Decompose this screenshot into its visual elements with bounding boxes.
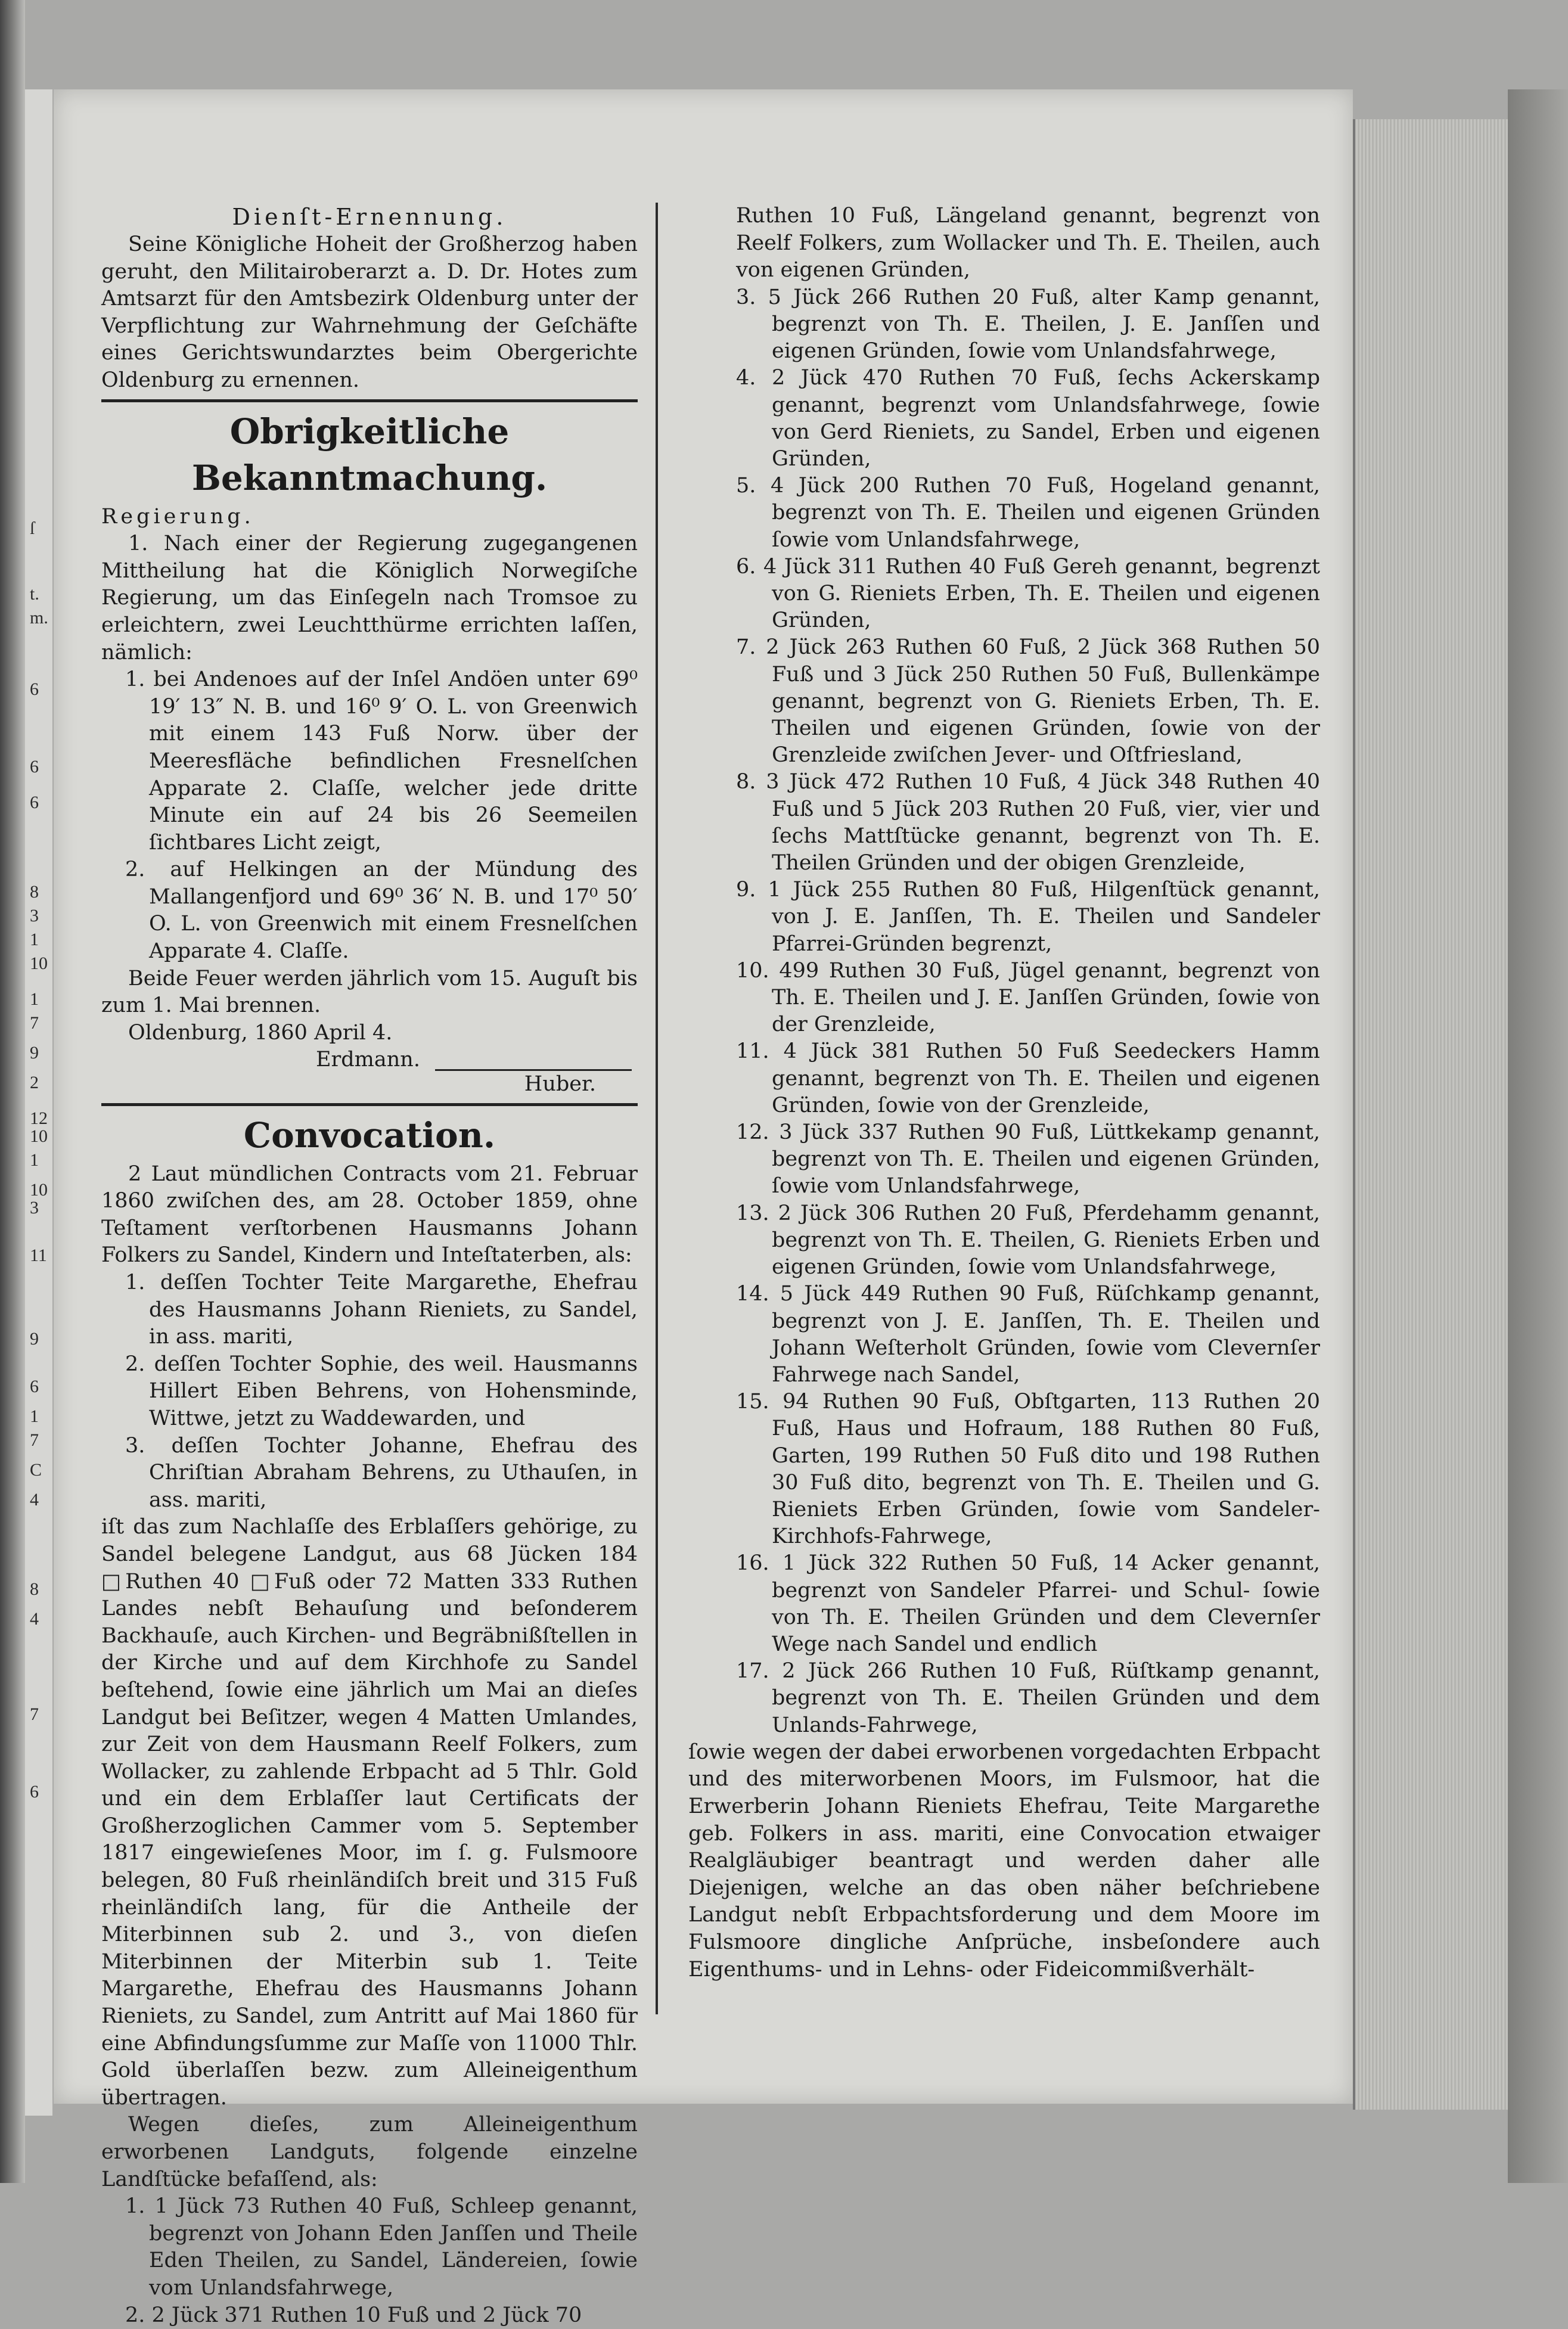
heir-item-3: 3. deſſen Tochter Johanne, Ehefrau des Chriſtian Abraham Behrens, zu Uthauſen, in ass. mariti, xyxy=(125,1433,638,1512)
margin-number: 4 xyxy=(30,1609,39,1629)
margin-number: 10 xyxy=(30,1126,48,1146)
parcel-item: 12. 3 Jück 337 Ruthen 90 Fuß, Lüttkekamp genannt, begrenzt von Th. E. Theilen und eigenen Gründen, ſowie vom Unlandsfahrwege, xyxy=(736,1120,1320,1198)
heir-item-1: 1. deſſen Tochter Teite Margarethe, Ehefrau des Hausmanns Johann Rieniets, zu Sandel, in ass. mariti, xyxy=(125,1271,638,1349)
margin-number: 6 xyxy=(30,793,39,812)
regierung-label: Regierung. xyxy=(101,504,254,529)
parcel-list xyxy=(688,284,1320,1739)
margin-number: 6 xyxy=(30,1782,39,1802)
margin-number: 3 xyxy=(30,906,39,926)
parcel-item: 7. 2 Jück 263 Ruthen 60 Fuß, 2 Jück 368 Ruthen 50 Fuß und 3 Jück 250 Ruthen 50 Fuß, Bullenkämpe genannt, begrenzt von G. Rieniets Erben, Th. E. Theilen und eigenen Gründen, ſowie von der Grenzleide zwiſchen Jever- und Oſtfriesland, xyxy=(736,635,1320,768)
margin-number: 10 xyxy=(30,1180,48,1200)
dienst-heading: Dienſt-Ernennung. xyxy=(232,204,507,230)
margin-number: 6 xyxy=(30,1377,39,1396)
section-rule xyxy=(101,1103,638,1106)
parcel-item: 14. 5 Jück 449 Ruthen 90 Fuß, Rüſchkamp genannt, begrenzt von J. E. Janſſen, Th. E. Theilen und Johann Weſterholt Gründen, ſowie vom Clevernſer Fahrwege nach Sandel, xyxy=(736,1282,1320,1387)
parcel-item: 6. 4 Jück 311 Ruthen 40 Fuß Gereh genannt, begrenzt von G. Rieniets Erben, Th. E. Theilen und eigenen Gründen, xyxy=(736,554,1320,633)
lighthouse-item-1: 1. bei Andenoes auf der Inſel Andöen unter 69⁰ 19′ 13″ N. B. und 16⁰ 9′ O. L. von Greenwich mit einem 143 Fuß Norw. über der Meeresfläche befindlichen Fresnelſchen Apparate 2. Claſſe, welcher jede dritte Minute ein auf 24 bis 26 Seemeilen ſichtbares Licht zeigt, xyxy=(125,667,638,855)
margin-number: 7 xyxy=(30,1013,39,1033)
book-page-edges xyxy=(1353,119,1510,2110)
parcel-item-2: 2. 2 Jück 371 Ruthen 10 Fuß und 2 Jück 70 xyxy=(125,2303,582,2327)
margin-number: 12 xyxy=(30,1108,48,1128)
heir-item-2: 2. deſſen Tochter Sophie, des weil. Hausmanns Hillert Eiben Behrens, von Hohensminde, Wittwe, jetzt zu Waddewarden, und xyxy=(125,1352,638,1430)
margin-number: m. xyxy=(30,608,48,628)
margin-number: 6 xyxy=(30,757,39,777)
dienst-text: Seine Königliche Hoheit der Großherzog haben geruht, den Militairoberarzt a. D. Dr. Hotes zum Amtsarzt für den Amtsbezirk Oldenburg unter der Verpflichtung zur Wahrnehmung der Geſchäfte eines Gerichtswundarztes beim Obergerichte Oldenburg zu ernennen. xyxy=(101,232,638,392)
regierung-text: 1. Nach einer der Regierung zugegangenen Mittheilung hat die Königlich Norwegiſche Regierung, um das Einſegeln nach Tromsoe zu erleichtern, zwei Leuchtthürme errichten laſſen, nämlich: xyxy=(101,532,638,664)
convocation-parcels-intro: Wegen dieſes, zum Alleineigenthum erworbenen Landguts, folgende einzelne Landſtücke befaſſend, als: xyxy=(101,2113,638,2191)
scan-edge xyxy=(0,0,25,2183)
margin-number: 1 xyxy=(30,930,39,949)
margin-number: 8 xyxy=(30,1579,39,1599)
obrig-heading: Obrigkeitliche Bekanntmachung. xyxy=(191,411,548,498)
margin-number: 10 xyxy=(30,954,48,973)
margin-number: C xyxy=(30,1460,42,1480)
lighthouse-item-2: 2. auf Helkingen an der Mündung des Mallangenfjord und 69⁰ 36′ N. B. und 17⁰ 50′ O. L. von Greenwich mit einem Fresnelſchen Apparate 4. Claſſe. xyxy=(125,858,638,964)
margin-number: 9 xyxy=(30,1043,39,1063)
parcel-item: 17. 2 Jück 266 Ruthen 10 Fuß, Rüſtkamp genannt, begrenzt von Th. E. Theilen Gründen und dem Unlands-Fahrwege, xyxy=(736,1659,1320,1737)
column-divider xyxy=(656,203,658,2014)
margin-number: t. xyxy=(30,584,39,604)
previous-page-strip xyxy=(25,89,52,2116)
parcel-item: 9. 1 Jück 255 Ruthen 80 Fuß, Hilgenſtück genannt, von J. E. Janſſen, Th. E. Theilen und Sandeler Pfarrei-Gründen begrenzt, xyxy=(736,878,1320,956)
parcel-item: 13. 2 Jück 306 Ruthen 20 Fuß, Pferdehamm genannt, begrenzt von Th. E. Theilen, G. Rieniets Erben und eigenen Gründen, ſowie vom Unlandsfahrwege, xyxy=(736,1201,1320,1280)
convocation-body: iſt das zum Nachlaſſe des Erblaſſers gehörige, zu Sandel belegene Landgut, aus 68 Jücken 184 □Ruthen 40 □Fuß oder 72 Matten 333 Ruthen Landes nebſt Behauſung und beſonderem Backhauſe, auch Kirchen- und Begräbnißſtellen in der Kirche und auf dem Kirchhofe zu Sandel beſtehend, ſowie eine jährlich um Mai an dieſes Landgut bei Beſitzer, wegen 4 Matten Umlandes, zur Zeit von dem Hausmann Reelf Folkers, zum Wollacker, zu zahlende Erbpacht ad 5 Thlr. Gold und ein dem Erblaſſer laut Certificats der Großherzoglichen Cammer vom 5. September 1817 eingewieſenes Moor, im ſ. g. Fulsmoore belegen, 80 Fuß rheinländiſch breit und 315 Fuß rheinländiſch lang, für die Antheile der Miterbinnen sub 2. und 3., von dieſen Miterbinnen der Miterbin sub 1. Teite Margarethe, Ehefrau des Hausmanns Johann Rieniets, zu Sandel, zum Antritt auf Mai 1860 für eine Abfindungsſumme zur Maſſe von 11000 Thlr. Gold überlaſſen bezw. zum Alleineigenthum übertragen. xyxy=(101,1515,638,2110)
convocation-heading: Convocation. xyxy=(243,1114,496,1156)
parcel-item: 8. 3 Jück 472 Ruthen 10 Fuß, 4 Jück 348 Ruthen 40 Fuß und 5 Jück 203 Ruthen 20 Fuß, vier, vier und ſechs Mattſtücke genannt, begrenzt von Th. E. Theilen Gründen und der obigen Grenzleide, xyxy=(736,770,1320,875)
parcel-item: 5. 4 Jück 200 Ruthen 70 Fuß, Hogeland genannt, begrenzt von Th. E. Theilen und eigenen Gründen ſowie vom Unlandsfahrwege, xyxy=(736,474,1320,552)
margin-number: 7 xyxy=(30,1704,39,1724)
margin-number: 7 xyxy=(30,1430,39,1450)
margin-number: 9 xyxy=(30,1329,39,1349)
margin-number: 1 xyxy=(30,1150,39,1170)
convocation-closing: ſowie wegen der dabei erworbenen vorgedachten Erbpacht und des miterworbenen Moors, im Fulsmoor, hat die Erwerberin Johann Rieniets Ehefrau, Teite Margarethe geb. Folkers in ass. mariti, eine Convocation etwaiger Realgläubiger beantragt und werden daher alle Diejenigen, welche an das oben näher beſchriebene Landgut nebſt Erbpachtsforderung und dem Moore im Fulsmoore dingliche Anſprüche, insbeſondere auch Eigenthums- und in Lehns- oder Fideicommißverhält- xyxy=(688,1740,1320,1982)
margin-number: 1 xyxy=(30,1406,39,1426)
margin-number: ſ xyxy=(30,518,35,538)
document-page xyxy=(54,89,1353,2327)
left-column xyxy=(101,203,638,2329)
parcel-item: 10. 499 Ruthen 30 Fuß, Jügel genannt, begrenzt von Th. E. Theilen und J. E. Janſſen Gründen, ſowie von der Grenzleide, xyxy=(736,958,1320,1037)
parcel-item: 16. 1 Jück 322 Ruthen 50 Fuß, 14 Acker genannt, begrenzt von Sandeler Pfarrei- und Schul- ſowie von Th. E. Theilen Gründen und dem Clevernſer Wege nach Sandel und endlich xyxy=(736,1551,1320,1656)
place-date: Oldenburg, 1860 April 4. xyxy=(128,1020,393,1045)
section-rule xyxy=(101,399,638,402)
parcel-item: 3. 5 Jück 266 Ruthen 20 Fuß, alter Kamp genannt, begrenzt von Th. E. Theilen, J. E. Janſſen und eigenen Gründen, ſowie vom Unlandsfahrwege, xyxy=(736,285,1320,364)
margin-number: 4 xyxy=(30,1490,39,1510)
margin-number: 2 xyxy=(30,1073,39,1092)
signature-erdmann: Erdmann. xyxy=(316,1048,420,1072)
convocation-intro: 2 Laut mündlichen Contracts vom 21. Februar 1860 zwiſchen des, am 28. October 1859, ohne Teſtament verſtorbenen Hausmanns Johann Folkers zu Sandel, Kindern und Inteſtaterben, als: xyxy=(101,1162,638,1268)
parcel-item: 11. 4 Jück 381 Ruthen 50 Fuß Seedeckers Hamm genannt, begrenzt von Th. E. Theilen und eigenen Gründen, ſowie von der Grenzleide, xyxy=(736,1039,1320,1117)
margin-number: 1 xyxy=(30,989,39,1009)
parcel-item: 4. 2 Jück 470 Ruthen 70 Fuß, ſechs Ackerskamp genannt, begrenzt vom Unlandsfahrwege, ſowie von Gerd Rieniets, zu Sandel, Erben und eigenen Gründen, xyxy=(736,366,1320,471)
margin-number: 11 xyxy=(30,1246,47,1265)
parcel-item: 15. 94 Ruthen 90 Fuß, Obſtgarten, 113 Ruthen 20 Fuß, Haus und Hofraum, 188 Ruthen 80 Fuß, Garten, 199 Ruthen 50 Fuß dito und 198 Ruthen 30 Fuß dito, begrenzt von Th. E. Theilen und G. Rieniets Erben Gründen, ſowie vom Sandeler-Kirchhofs-Fahrwege, xyxy=(736,1390,1320,1549)
book-edge-shadow xyxy=(1508,89,1568,2183)
signature-huber: Huber. xyxy=(524,1072,596,1097)
margin-number: 6 xyxy=(30,679,39,699)
right-column xyxy=(688,203,1320,1983)
margin-number: 3 xyxy=(30,1198,39,1218)
margin-number: 8 xyxy=(30,882,39,902)
parcel-continuation: Ruthen 10 Fuß, Längeland genannt, begrenzt von Reelf Folkers, zum Wollacker und Th. E. Theilen, auch von eigenen Gründen, xyxy=(736,204,1320,282)
regierung-closing: Beide Feuer werden jährlich vom 15. Auguſt bis zum 1. Mai brennen. xyxy=(101,966,638,1018)
parcel-item-1: 1. 1 Jück 73 Ruthen 40 Fuß, Schleep genannt, begrenzt von Johann Eden Janſſen und Theile Eden Theilen, zu Sandel, Ländereien, ſowie vom Unlandsfahrwege, xyxy=(125,2194,638,2300)
